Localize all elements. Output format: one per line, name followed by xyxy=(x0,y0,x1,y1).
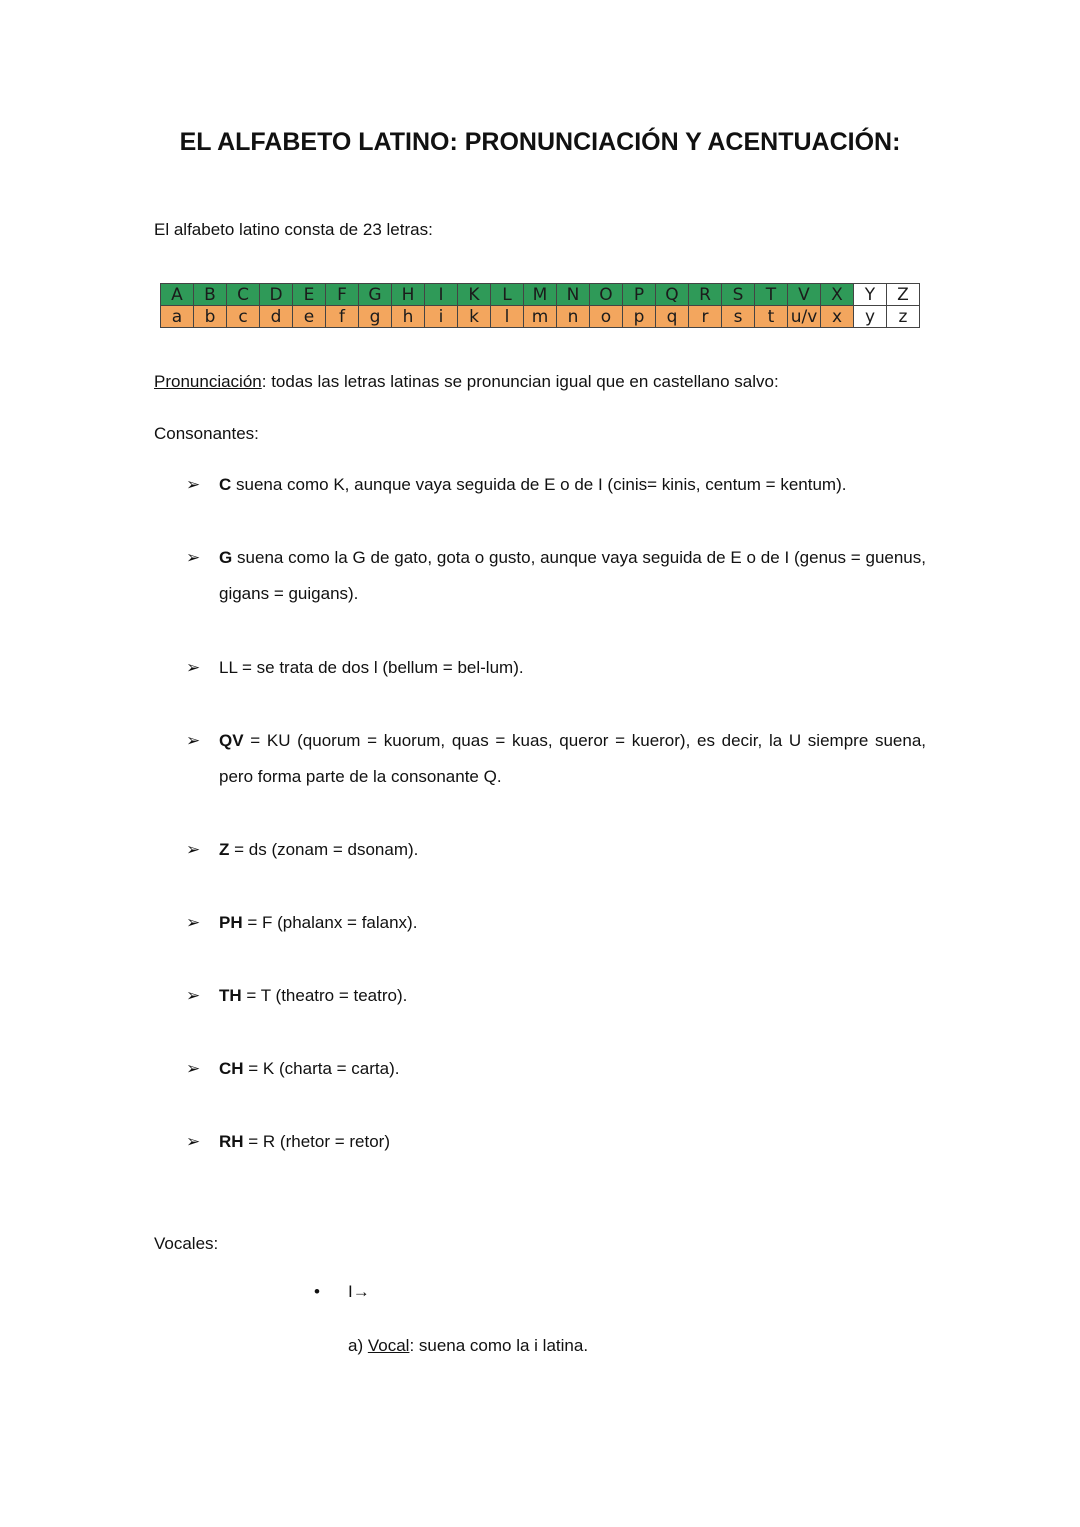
pronunciation-paragraph xyxy=(154,372,779,392)
item-text: suena como K, aunque vaya seguida de E o de I (cinis= kinis, centum = kentum). xyxy=(231,475,847,494)
item-bold: G xyxy=(219,548,233,567)
alphabet-table xyxy=(160,283,920,328)
arrow-bullet-icon: ➢ xyxy=(186,658,201,677)
item-bold: TH xyxy=(219,986,242,1005)
vowel-bullet-text: I→ xyxy=(348,1282,370,1301)
letter-cell-lower: x xyxy=(821,306,854,328)
arrow-bullet-icon: ➢ xyxy=(186,986,201,1005)
letter-cell-lower: k xyxy=(458,306,491,328)
arrow-bullet-icon: ➢ xyxy=(186,1132,201,1151)
list-item xyxy=(186,905,926,941)
arrow-bullet-icon: ➢ xyxy=(186,913,201,932)
sub-prefix: a) xyxy=(348,1336,368,1355)
letter-cell-upper: T xyxy=(755,284,788,306)
item-text: = F (phalanx = falanx). xyxy=(242,913,418,932)
item-bold: C xyxy=(219,475,232,494)
letter-cell-lower: h xyxy=(392,306,425,328)
letter-cell-upper: E xyxy=(293,284,326,306)
item-bold: PH xyxy=(219,913,243,932)
list-item xyxy=(186,978,926,1014)
vowel-bullet xyxy=(314,1282,370,1302)
arrow-bullet-icon: ➢ xyxy=(186,1059,201,1078)
item-text: suena como la G de gato, gota o gusto, aunque vaya seguida de E o de I (genus = guenus, gigans = guigans). xyxy=(219,548,926,603)
letter-cell-upper: S xyxy=(722,284,755,306)
list-item xyxy=(186,467,926,503)
letter-cell-upper: Y xyxy=(854,284,887,306)
letter-cell-upper: Q xyxy=(656,284,689,306)
letter-cell-lower: z xyxy=(887,306,920,328)
letter-cell-lower: d xyxy=(260,306,293,328)
letter-cell-upper: H xyxy=(392,284,425,306)
list-item xyxy=(186,723,926,795)
letter-cell-upper: P xyxy=(623,284,656,306)
letter-cell-lower: s xyxy=(722,306,755,328)
arrow-bullet-icon: ➢ xyxy=(186,840,201,859)
letter-cell-lower: b xyxy=(194,306,227,328)
letter-cell-upper: L xyxy=(491,284,524,306)
arrow-bullet-icon: ➢ xyxy=(186,731,201,750)
item-text: LL = se trata de dos l (bellum = bel-lum). xyxy=(219,658,524,677)
letter-cell-upper: O xyxy=(590,284,623,306)
letter-cell-upper: B xyxy=(194,284,227,306)
intro-text: El alfabeto latino consta de 23 letras: xyxy=(154,220,433,239)
letter-cell-lower: n xyxy=(557,306,590,328)
list-item xyxy=(186,832,926,868)
item-text: = T (theatro = teatro). xyxy=(241,986,408,1005)
item-text: = KU (quorum = kuorum, quas = kuas, queror = kueror), es decir, la U siempre suena, pero forma parte de la consonante Q. xyxy=(219,731,926,786)
letter-cell-upper: F xyxy=(326,284,359,306)
consonants-heading: Consonantes: xyxy=(154,424,259,443)
letter-cell-lower: u/v xyxy=(788,306,821,328)
page-title: EL ALFABETO LATINO: PRONUNCIACIÓN Y ACENTUACIÓN: xyxy=(179,128,901,156)
letter-cell-upper: X xyxy=(821,284,854,306)
letter-cell-lower: m xyxy=(524,306,557,328)
list-item xyxy=(186,1051,926,1087)
letter-cell-upper: D xyxy=(260,284,293,306)
pronunciation-label: Pronunciación xyxy=(154,372,262,391)
letter-cell-lower: a xyxy=(161,306,194,328)
letter-cell-upper: I xyxy=(425,284,458,306)
bullet-dot-icon: • xyxy=(314,1282,320,1301)
item-text: = R (rhetor = retor) xyxy=(243,1132,390,1151)
letter-cell-upper: M xyxy=(524,284,557,306)
letter-cell-upper: G xyxy=(359,284,392,306)
letter-cell-lower: c xyxy=(227,306,260,328)
item-bold: Z xyxy=(219,840,230,859)
letter-cell-lower: r xyxy=(689,306,722,328)
letter-cell-lower: p xyxy=(623,306,656,328)
sub-label: Vocal xyxy=(367,1336,410,1355)
letter-cell-upper: V xyxy=(788,284,821,306)
vowels-heading: Vocales: xyxy=(154,1234,219,1253)
item-text: = ds (zonam = dsonam). xyxy=(229,840,419,859)
item-bold: QV xyxy=(219,731,244,750)
arrow-bullet-icon: ➢ xyxy=(186,548,201,567)
letter-cell-lower: e xyxy=(293,306,326,328)
vowel-sub-item xyxy=(348,1336,588,1356)
letter-cell-lower: l xyxy=(491,306,524,328)
item-text: = K (charta = carta). xyxy=(243,1059,400,1078)
sub-text: : suena como la i latina. xyxy=(409,1336,589,1355)
pronunciation-text: : todas las letras latinas se pronuncian igual que en castellano salvo: xyxy=(261,372,779,391)
list-item xyxy=(186,1124,926,1160)
item-bold: RH xyxy=(219,1132,244,1151)
letter-cell-upper: C xyxy=(227,284,260,306)
arrow-bullet-icon: ➢ xyxy=(186,475,201,494)
letter-cell-lower: g xyxy=(359,306,392,328)
uppercase-row xyxy=(161,284,920,306)
letter-cell-lower: y xyxy=(854,306,887,328)
letter-cell-upper: R xyxy=(689,284,722,306)
letter-cell-upper: N xyxy=(557,284,590,306)
letter-cell-upper: Z xyxy=(887,284,920,306)
letter-cell-upper: K xyxy=(458,284,491,306)
list-item xyxy=(186,650,926,686)
letter-cell-lower: o xyxy=(590,306,623,328)
letter-cell-lower: t xyxy=(755,306,788,328)
letter-cell-lower: i xyxy=(425,306,458,328)
letter-cell-lower: f xyxy=(326,306,359,328)
letter-cell-lower: q xyxy=(656,306,689,328)
list-item xyxy=(186,540,926,612)
letter-cell-upper: A xyxy=(161,284,194,306)
lowercase-row xyxy=(161,306,920,328)
item-bold: CH xyxy=(219,1059,244,1078)
